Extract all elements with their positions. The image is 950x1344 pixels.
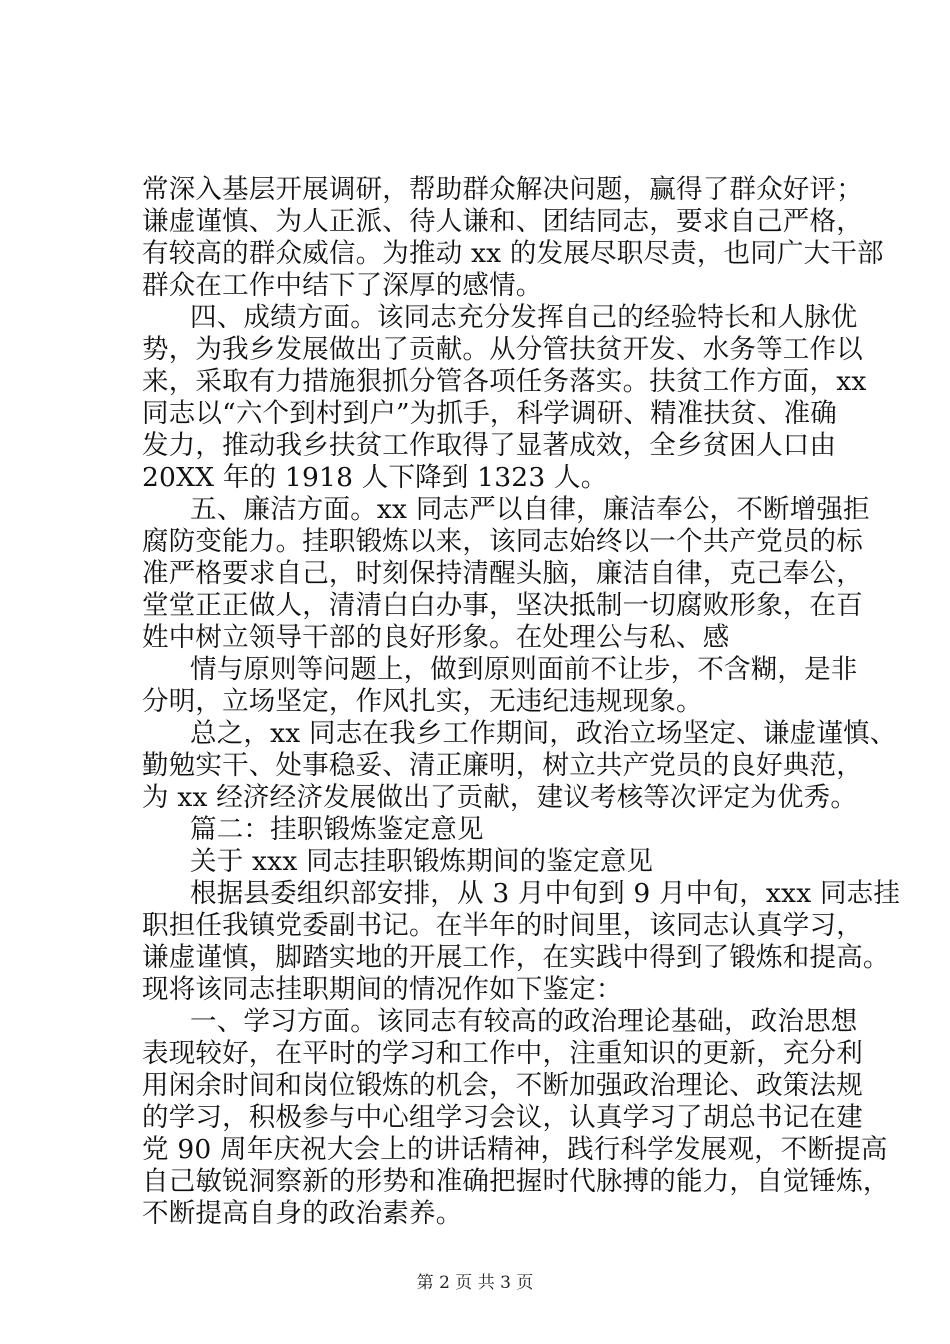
body-line: 腐防变能力。挂职锻炼以来，该同志始终以一个共产党员的标	[142, 526, 863, 557]
body-line: 20XX 年的 1918 人下降到 1323 人。	[142, 462, 608, 493]
document-title: 关于 xxx 同志挂职锻炼期间的鉴定意见	[190, 846, 654, 877]
body-line: 堂堂正正做人，清清白白办事，坚决抵制一切腐败形象，在百	[142, 590, 863, 621]
body-line: 党 90 周年庆祝大会上的讲话精神，践行科学发展观，不断提高	[142, 1134, 888, 1165]
body-line: 职担任我镇党委副书记。在半年的时间里，该同志认真学习，	[142, 910, 863, 941]
body-line: 用闲余时间和岗位锻炼的机会，不断加强政治理论、政策法规	[142, 1070, 863, 1101]
body-line: 准严格要求自己，时刻保持清醒头脑，廉洁自律，克己奉公，	[142, 558, 863, 589]
body-line: 五、廉洁方面。xx 同志严以自律，廉洁奉公，不断增强拒	[190, 494, 870, 525]
body-line: 为 xx 经济经济发展做出了贡献，建议考核等次评定为优秀。	[142, 782, 858, 813]
body-line: 表现较好，在平时的学习和工作中，注重知识的更新，充分利	[142, 1038, 863, 1069]
body-line: 有较高的群众威信。为推动 xx 的发展尽职尽责，也同广大干部	[142, 238, 884, 269]
body-line: 现将该同志挂职期间的情况作如下鉴定：	[142, 974, 623, 1005]
body-line: 发力，推动我乡扶贫工作取得了显著成效，全乡贫困人口由	[142, 430, 837, 461]
body-line: 势，为我乡发展做出了贡献。从分管扶贫开发、水务等工作以	[142, 334, 863, 365]
body-line: 情与原则等问题上，做到原则面前不让步，不含糊，是非	[190, 654, 858, 685]
body-line: 群众在工作中结下了深厚的感情。	[142, 270, 543, 301]
body-line: 谦虚谨慎、为人正派、待人谦和、团结同志，要求自己严格，	[142, 206, 863, 237]
body-line: 同志以“六个到村到户”为抓手，科学调研、精准扶贫、准确	[142, 398, 837, 429]
body-line: 勤勉实干、处事稳妥、清正廉明，树立共产党员的良好典范，	[142, 750, 863, 781]
section-heading: 篇二：挂职锻炼鉴定意见	[190, 814, 484, 845]
body-line: 常深入基层开展调研，帮助群众解决问题，赢得了群众好评；	[142, 174, 863, 205]
body-line: 不断提高自身的政治素养。	[142, 1198, 463, 1229]
body-line: 四、成绩方面。该同志充分发挥自己的经验特长和人脉优	[190, 302, 858, 333]
page-number-footer: 第 2 页 共 3 页	[416, 1273, 534, 1293]
body-line: 自己敏锐洞察新的形势和准确把握时代脉搏的能力，自觉锤炼，	[142, 1166, 890, 1197]
body-line: 谦虚谨慎，脚踏实地的开展工作，在实践中得到了锻炼和提高。	[142, 942, 890, 973]
body-line: 分明，立场坚定，作风扎实，无违纪违规现象。	[142, 686, 703, 717]
body-line: 姓中树立领导干部的良好形象。在处理公与私、感	[142, 622, 730, 653]
body-line: 总之，xx 同志在我乡工作期间，政治立场坚定、谦虚谨慎、	[190, 718, 897, 749]
body-line: 根据县委组织部安排，从 3 月中旬到 9 月中旬，xxx 同志挂	[190, 878, 901, 909]
body-line: 一、学习方面。该同志有较高的政治理论基础，政治思想	[190, 1006, 858, 1037]
body-line: 来，采取有力措施狠抓分管各项任务落实。扶贫工作方面，xx	[142, 366, 867, 397]
body-line: 的学习，积极参与中心组学习会议，认真学习了胡总书记在建	[142, 1102, 863, 1133]
